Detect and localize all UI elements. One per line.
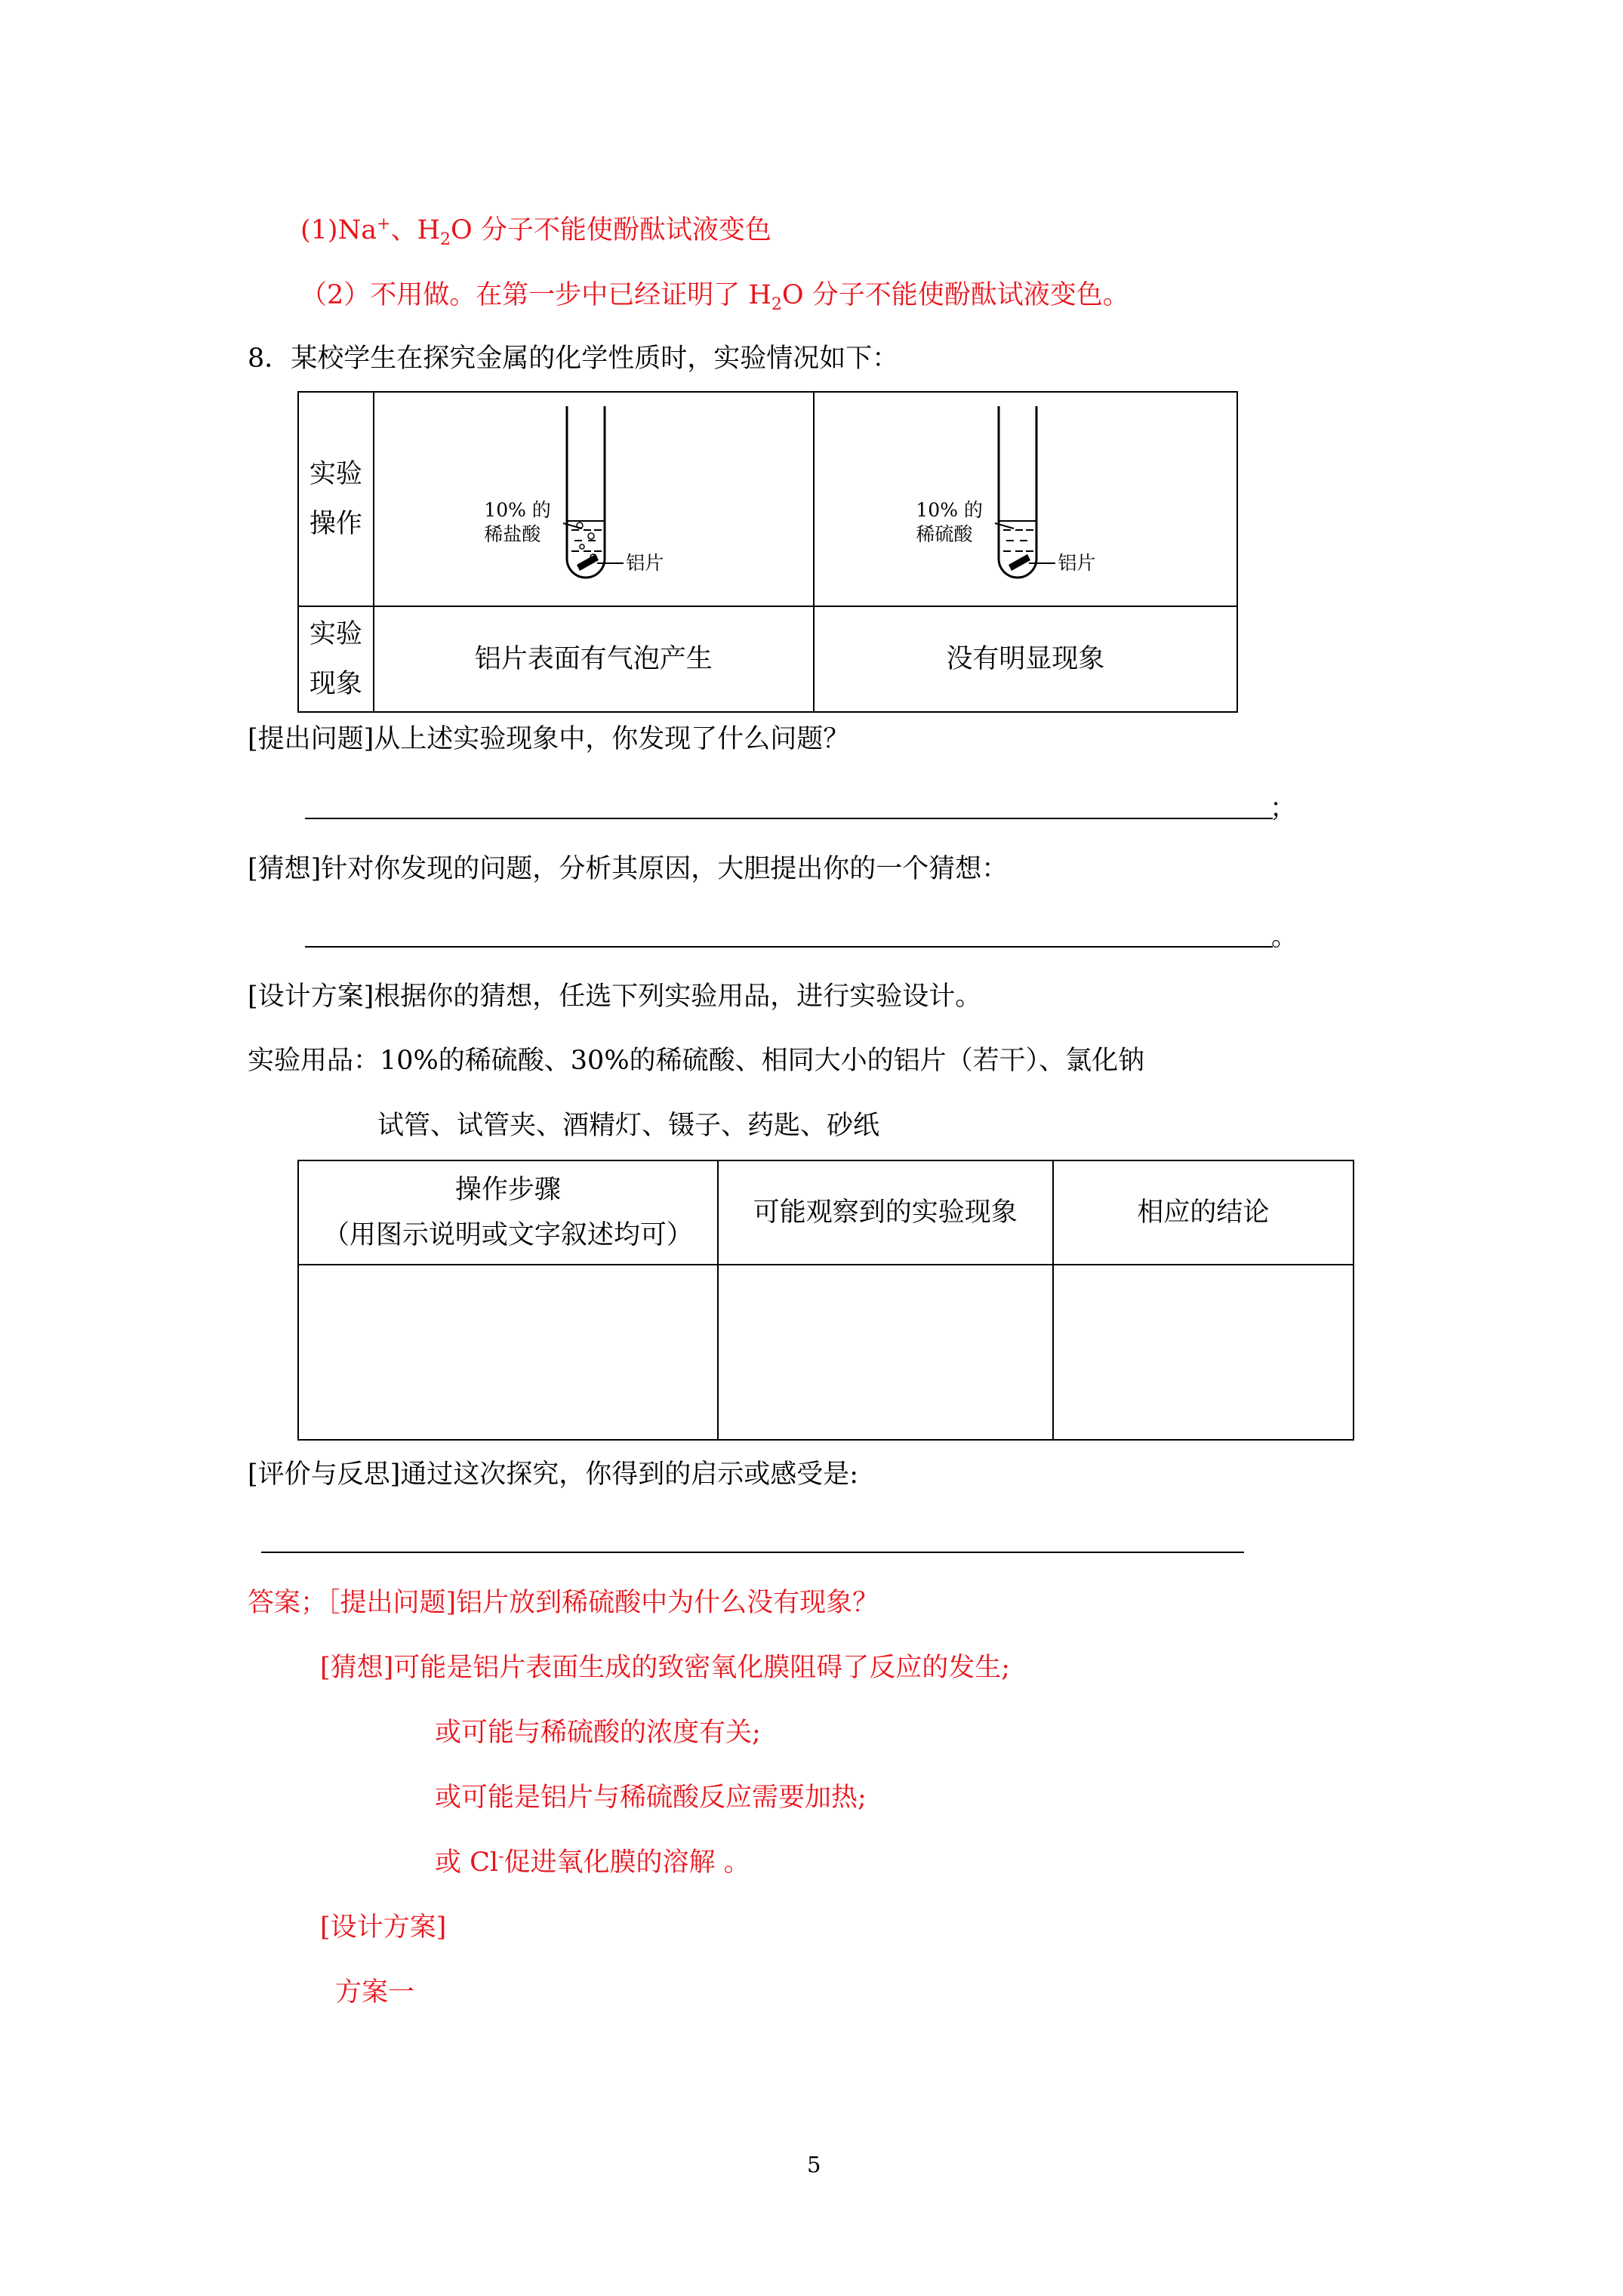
label-operation	[298, 392, 374, 606]
reflection-prompt: [评价与反思]通过这次探究，你得到的启示或感受是:	[248, 1459, 859, 1490]
answer-line-1-b: 、H	[390, 215, 441, 245]
test-tube-hcl-icon	[469, 393, 718, 589]
header-phenomena: 可能观察到的实验现象	[718, 1160, 1053, 1265]
answer-line-2-a: （2）不用做。在第一步中已经证明了 H	[300, 280, 771, 310]
fig1-acid-percent: 10% 的	[484, 499, 551, 521]
phenomenon-hcl: 铝片表面有气泡产生	[374, 606, 814, 712]
header-steps-line-2: （用图示说明或文字叙述均可）	[322, 1220, 693, 1250]
label-phenomenon-line-2: 现象	[309, 669, 362, 699]
test-tube-figure-h2so4	[901, 393, 1150, 589]
answer-intro: 答案；［提出问题]铝片放到稀硫酸中为什么没有现象？	[248, 1588, 879, 1618]
answer-blank-guess-end: 。	[1271, 922, 1298, 952]
phenomenon-h2so4: 没有明显现象	[814, 606, 1237, 712]
header-steps-line-1: 操作步骤	[454, 1175, 561, 1205]
cell-steps[interactable]	[298, 1265, 718, 1440]
answer-line-1	[300, 213, 771, 248]
cell-phenomena[interactable]	[718, 1265, 1053, 1440]
answer-line-1-sub: 2	[440, 230, 451, 249]
page-number: 5	[807, 2152, 821, 2177]
header-steps	[298, 1160, 718, 1265]
answer-line-1-a: (1)Na	[300, 215, 377, 245]
label-operation-line-2: 操作	[309, 509, 362, 539]
label-phenomenon	[298, 606, 374, 712]
ask-guess: [猜想]针对你发现的问题，分析其原因，大胆提出你的一个猜想：	[248, 854, 1009, 884]
experiment-table	[297, 391, 1238, 713]
cell-conclusion[interactable]	[1053, 1265, 1354, 1440]
design-table-header	[298, 1160, 1354, 1265]
test-tube-h2so4-icon	[901, 393, 1150, 589]
materials-line-1: 实验用品：10%的稀硫酸、30%的稀硫酸、相同大小的铝片（若干）、氯化钠	[248, 1046, 1145, 1076]
answer-line-1-c: O 分子不能使酚酞试液变色	[451, 215, 771, 245]
experiment-row-phenomenon	[298, 606, 1237, 712]
answer-line-2-sub: 2	[771, 295, 782, 314]
answer-guess-2: 或可能与稀硫酸的浓度有关;	[435, 1718, 761, 1748]
answer-plan-one: 方案一	[335, 1977, 415, 2008]
answer-guess-4-a: 或 Cl	[435, 1848, 499, 1878]
answer-guess-4-b: 促进氧化膜的溶解 。	[504, 1848, 750, 1878]
answer-blank-reflection[interactable]	[261, 1552, 1244, 1553]
ask-problem: [提出问题]从上述实验现象中，你发现了什么问题？	[248, 724, 850, 754]
answer-guess-4	[435, 1845, 750, 1880]
fig2-acid-percent: 10% 的	[916, 499, 983, 521]
fig2-acid-name: 稀硫酸	[916, 523, 973, 545]
materials-line-2: 试管、试管夹、酒精灯、镊子、药匙、砂纸	[377, 1111, 880, 1141]
experiment-row-operation	[298, 392, 1237, 606]
header-conclusion: 相应的结论	[1053, 1160, 1354, 1265]
fig1-acid-name: 稀盐酸	[484, 523, 541, 545]
answer-design-heading: [设计方案]	[320, 1912, 447, 1943]
design-table-body	[298, 1265, 1354, 1440]
answer-blank-guess[interactable]	[305, 946, 1273, 948]
answer-blank-problem-end: ；	[1270, 794, 1297, 824]
answer-line-2-c: O 分子不能使酚酞试液变色。	[781, 280, 1129, 310]
answer-line-1-sup: +	[377, 214, 391, 234]
answer-blank-problem[interactable]	[305, 818, 1273, 819]
answer-guess-3: 或可能是铝片与稀硫酸反应需要加热;	[435, 1783, 867, 1813]
fig2-metal-label: 铝片	[1058, 552, 1096, 574]
answer-line-2	[300, 278, 1129, 313]
design-table	[297, 1160, 1354, 1441]
design-prompt: [设计方案]根据你的猜想，任选下列实验用品，进行实验设计。	[248, 982, 982, 1012]
answer-guess-4-sup: -	[498, 1847, 504, 1866]
figure-cell-2	[814, 392, 1237, 606]
test-tube-figure-hcl	[469, 393, 718, 589]
answer-guess-1: [猜想]可能是铝片表面生成的致密氧化膜阻碍了反应的发生;	[320, 1653, 1011, 1683]
label-phenomenon-line-1: 实验	[309, 619, 362, 649]
label-operation-line-1: 实验	[309, 459, 362, 489]
figure-cell-1	[374, 392, 814, 606]
question-stem: 8．某校学生在探究金属的化学性质时，实验情况如下：	[248, 344, 899, 374]
fig1-metal-label: 铝片	[626, 552, 664, 574]
